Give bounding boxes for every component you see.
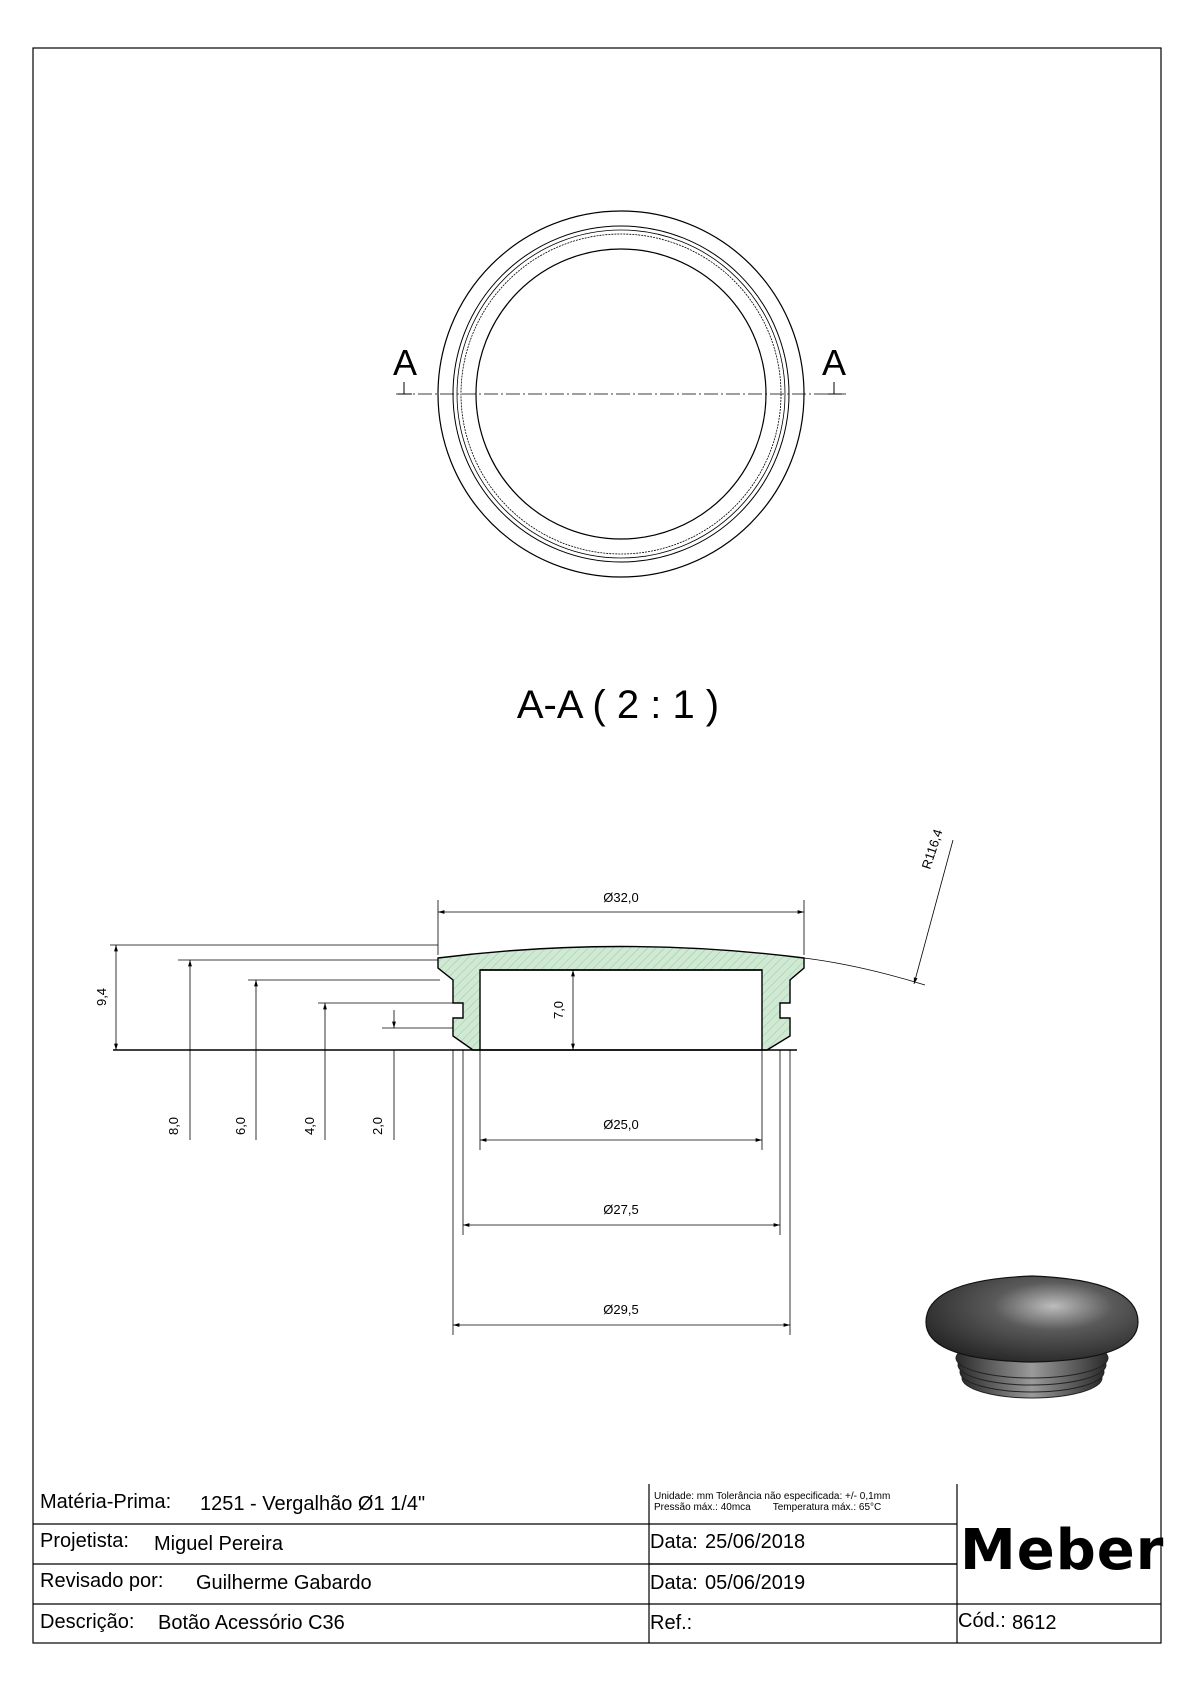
unidade-line2: Pressão máx.: 40mca Temperatura máx.: 65°C	[654, 1502, 882, 1513]
dimension-lines	[110, 840, 953, 1335]
projetista-value: Miguel Pereira	[154, 1533, 283, 1555]
dim-h-2-0: 2,0	[370, 1116, 385, 1136]
unidade-line1: Unidade: mm Tolerância não especificada: +/- 0,1mm	[654, 1491, 891, 1502]
data1-value: 25/06/2018	[705, 1531, 806, 1553]
data1-label: Data:	[650, 1531, 698, 1553]
data2-value: 05/06/2019	[705, 1572, 806, 1594]
sheet-border	[33, 48, 1161, 1643]
section-profile	[113, 947, 804, 1051]
cod-label: Cód.:	[958, 1610, 1006, 1632]
projetista-label: Projetista:	[40, 1530, 129, 1552]
revisado-label: Revisado por:	[40, 1570, 164, 1592]
section-title: A-A ( 2 : 1 )	[516, 683, 720, 727]
section-marker-right: A	[821, 342, 847, 383]
dim-dia-29-5: Ø29,5	[603, 1302, 639, 1317]
dim-h-8-0: 8,0	[166, 1116, 181, 1136]
cod-value: 8612	[1012, 1612, 1057, 1634]
dim-radius: R116,4	[918, 827, 946, 871]
section-marker-left: A	[392, 342, 418, 383]
dim-height-9-4: 9,4	[94, 987, 109, 1007]
dim-depth-7-0: 7,0	[551, 1000, 566, 1020]
company-logo: Meber	[960, 1518, 1165, 1583]
dim-dia-25: Ø25,0	[603, 1117, 639, 1132]
cap-3d-render-image	[926, 1276, 1138, 1398]
ref-label: Ref.:	[650, 1612, 693, 1634]
materia-value: 1251 - Vergalhão Ø1 1/4"	[200, 1493, 426, 1515]
dim-dia-32: Ø32,0	[603, 890, 639, 905]
top-view	[396, 211, 846, 577]
descricao-label: Descrição:	[40, 1611, 135, 1633]
dim-dia-27-5: Ø27,5	[603, 1202, 639, 1217]
materia-label: Matéria-Prima:	[40, 1491, 172, 1513]
descricao-value: Botão Acessório C36	[158, 1612, 345, 1634]
dim-h-4-0: 4,0	[302, 1116, 317, 1136]
revisado-value: Guilherme Gabardo	[196, 1572, 372, 1594]
data2-label: Data:	[650, 1572, 698, 1594]
dim-h-6-0: 6,0	[233, 1116, 248, 1136]
